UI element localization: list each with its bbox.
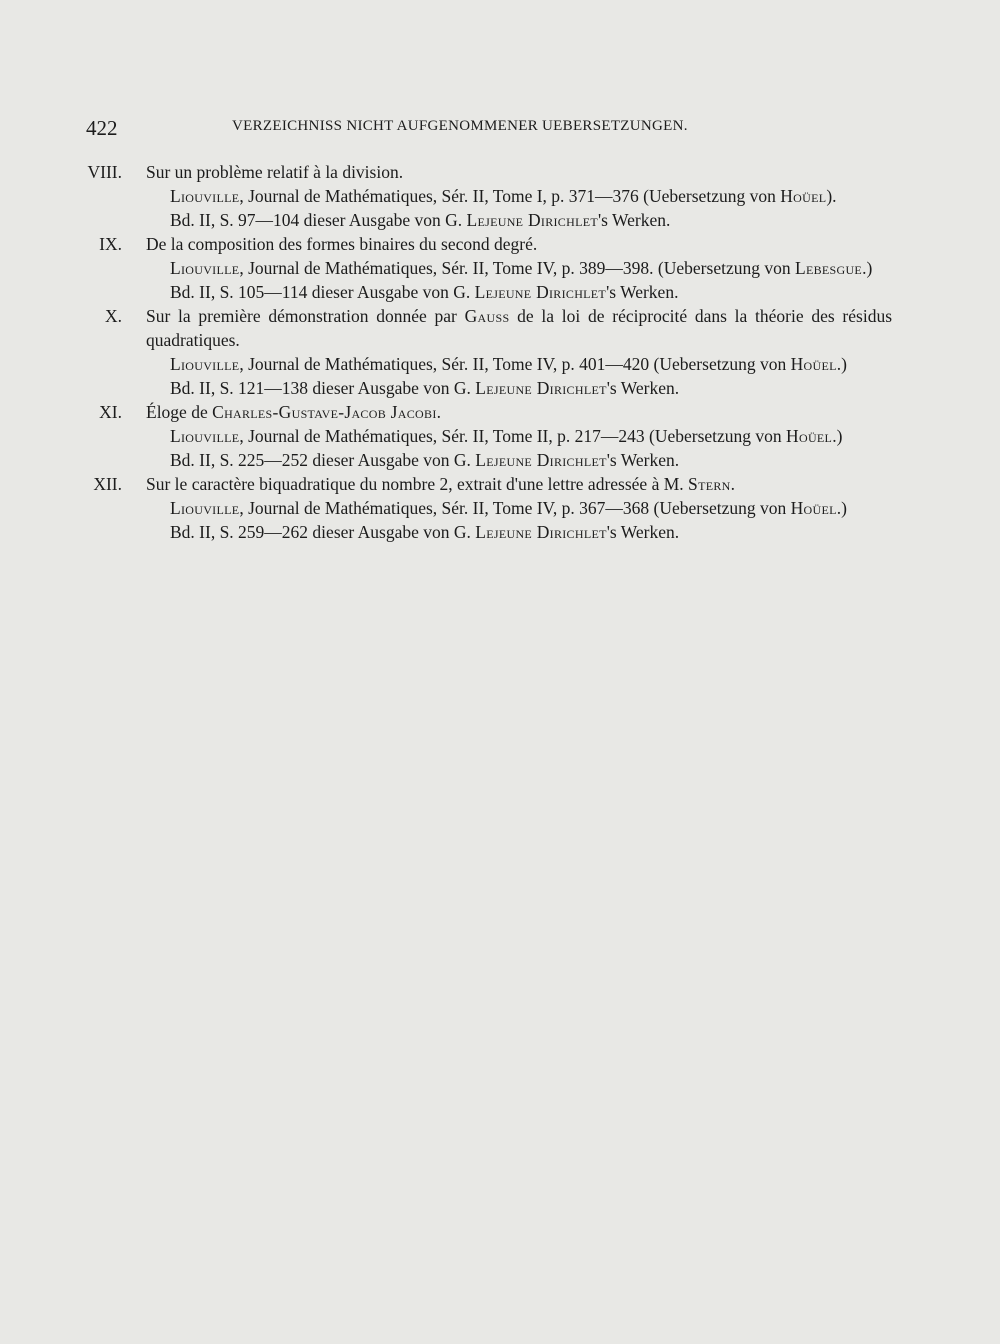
author-name: Lejeune Dirichlet	[475, 450, 607, 470]
entry-title: Sur la première démonstration donnée par Gauss de la loi de réciprocité dans la théorie des résidus quadratiques.	[146, 306, 893, 350]
werke-reference: Bd. II, S. 225—252 dieser Ausgabe von G. Lejeune Dirichlet's Werken.	[170, 450, 680, 470]
entry-numeral: X.	[104, 306, 122, 326]
page-header	[86, 116, 890, 144]
translator-name: Lebesgue	[794, 258, 863, 278]
author-name: Lejeune Dirichlet	[474, 282, 607, 302]
person-name: Charles-Gustave-Jacob Jacobi	[212, 402, 437, 422]
entry-title: Éloge de Charles-Gustave-Jacob Jacobi.	[146, 402, 441, 422]
entry-body	[146, 472, 892, 544]
author-name: Liouville	[170, 258, 240, 278]
journal-reference: Liouville, Journal de Mathématiques, Sér. II, Tome IV, p. 401—420 (Uebersetzung von Hoüel.)	[170, 354, 847, 374]
entry-xii	[86, 472, 892, 544]
werke-reference: Bd. II, S. 259—262 dieser Ausgabe von G. Lejeune Dirichlet's Werken.	[170, 522, 680, 542]
entry-body	[146, 232, 892, 304]
journal-reference: Liouville, Journal de Mathématiques, Sér. II, Tome II, p. 217—243 (Uebersetzung von Hoüel.)	[170, 426, 843, 446]
entry-viii	[86, 160, 892, 232]
entry-numeral: IX.	[99, 234, 122, 254]
author-name: Lejeune Dirichlet	[475, 378, 607, 398]
translator-name: Hoüel	[790, 354, 837, 374]
journal-reference: Liouville, Journal de Mathématiques, Sér. II, Tome I, p. 371—376 (Uebersetzung von Hoüel).	[170, 186, 837, 206]
running-title: VERZEICHNISS NICHT AUFGENOMMENER UEBERSETZUNGEN.	[232, 118, 688, 134]
entry-title: De la composition des formes binaires du second degré.	[146, 234, 538, 254]
author-name: Liouville	[170, 354, 240, 374]
entry-title: Sur le caractère biquadratique du nombre 2, extrait d'une lettre adressée à M. Stern.	[146, 474, 735, 494]
author-name: Liouville	[170, 498, 240, 518]
translator-name: Hoüel	[780, 186, 827, 206]
entry-numeral: XII.	[93, 474, 122, 494]
person-name: Stern	[688, 474, 731, 494]
entry-xi	[86, 400, 892, 472]
journal-reference: Liouville, Journal de Mathématiques, Sér. II, Tome IV, p. 367—368 (Uebersetzung von Hoüel.)	[170, 498, 847, 518]
person-name: Gauss	[464, 306, 510, 326]
author-name: Lejeune Dirichlet	[466, 210, 598, 230]
werke-reference: Bd. II, S. 121—138 dieser Ausgabe von G. Lejeune Dirichlet's Werken.	[170, 378, 680, 398]
translator-name: Hoüel	[786, 426, 833, 446]
entry-body	[146, 400, 892, 472]
werke-reference: Bd. II, S. 105—114 dieser Ausgabe von G. Lejeune Dirichlet's Werken.	[170, 282, 679, 302]
author-name: Lejeune Dirichlet	[475, 522, 607, 542]
author-name: Liouville	[170, 186, 240, 206]
entry-x	[86, 304, 892, 400]
werke-reference: Bd. II, S. 97—104 dieser Ausgabe von G. Lejeune Dirichlet's Werken.	[170, 210, 671, 230]
translation-list	[86, 160, 892, 544]
entry-ix	[86, 232, 892, 304]
entry-title: Sur un problème relatif à la division.	[146, 162, 404, 182]
entry-body	[146, 304, 892, 400]
author-name: Liouville	[170, 426, 240, 446]
journal-reference: Liouville, Journal de Mathématiques, Sér. II, Tome IV, p. 389—398. (Uebersetzung von Lebesgue.)	[170, 258, 873, 278]
entry-numeral: XI.	[99, 402, 122, 422]
entry-body	[146, 160, 892, 232]
page-number: 422	[86, 116, 118, 140]
translator-name: Hoüel	[790, 498, 837, 518]
entry-numeral: VIII.	[87, 162, 122, 182]
